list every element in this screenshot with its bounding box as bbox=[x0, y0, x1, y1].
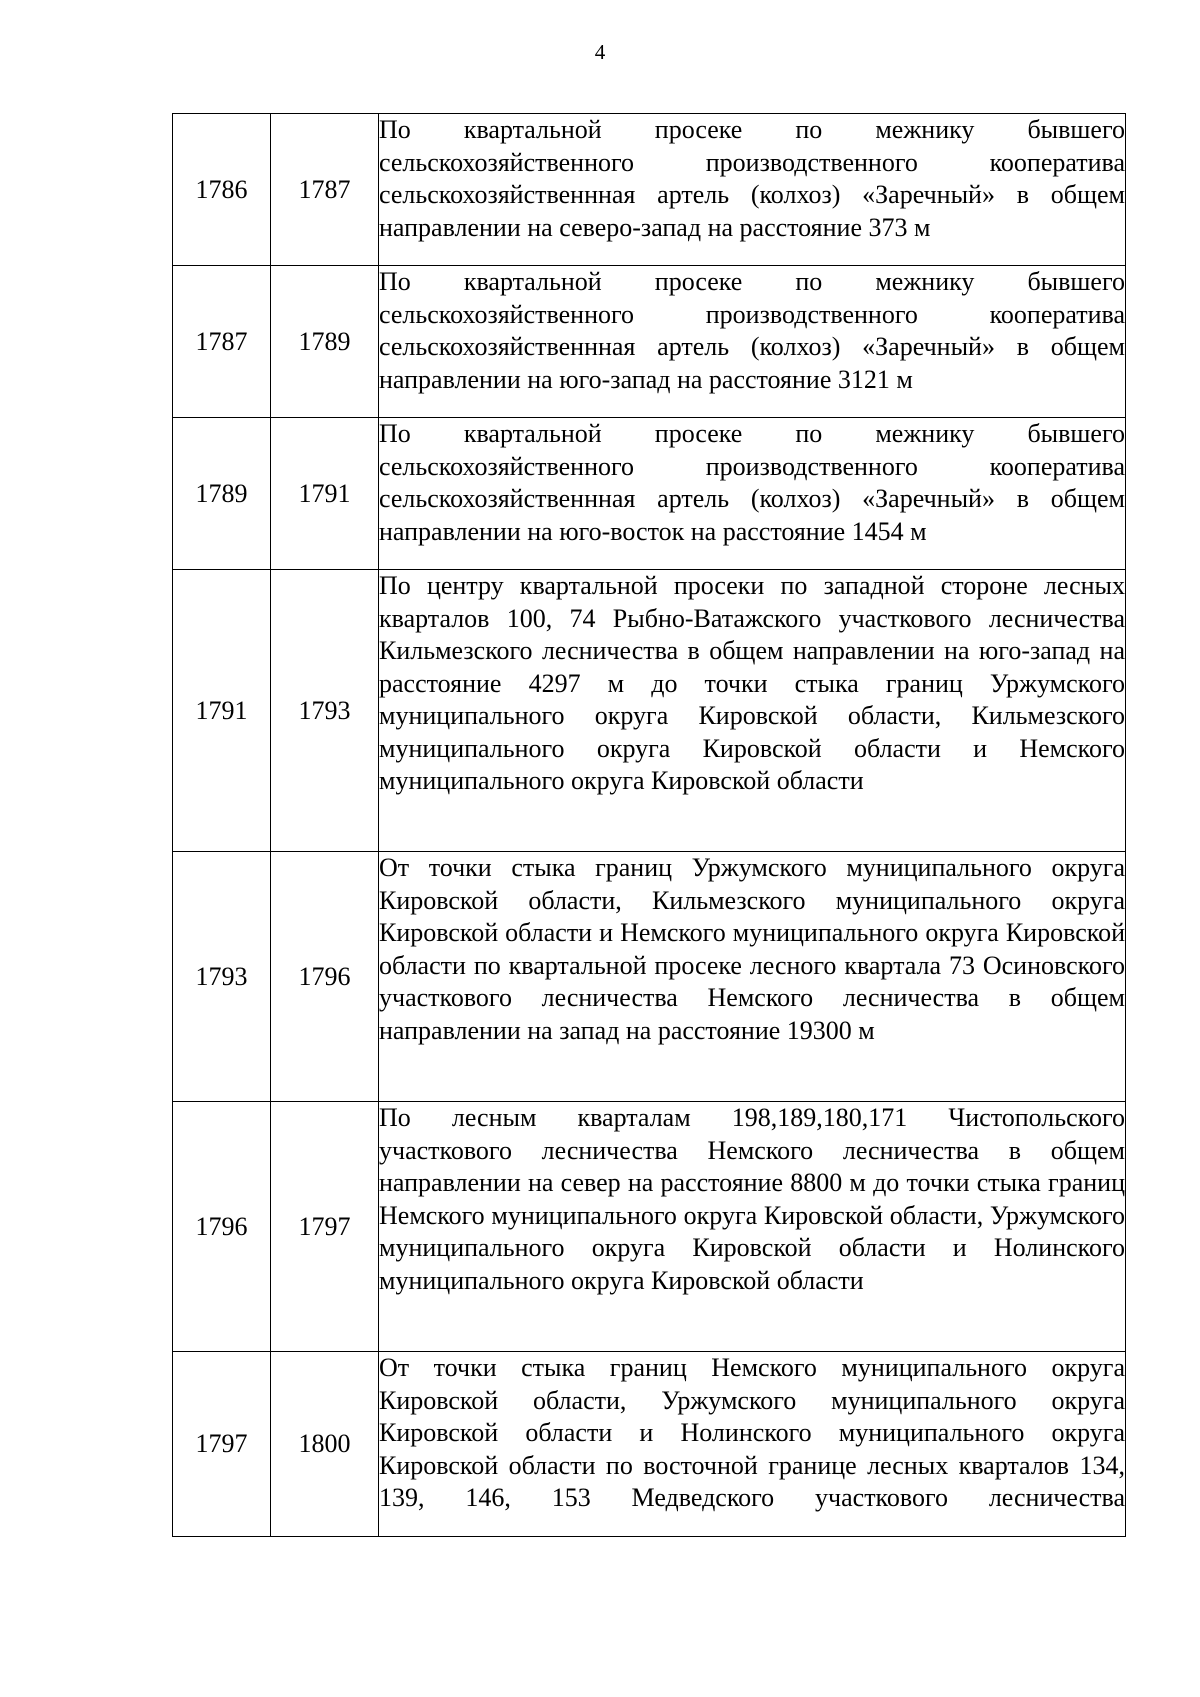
table-row bbox=[173, 418, 1126, 570]
description-cell: По квартальной просеке по межнику бывшего сельскохозяйственного производственного кооператива сельскохозяйственнная артель (колхоз) «Заречный» в общем направлении на северо-запад на расстояние 373 м bbox=[379, 114, 1126, 266]
from-point-cell: 1791 bbox=[173, 570, 271, 852]
to-point-cell: 1793 bbox=[271, 570, 379, 852]
table-row bbox=[173, 570, 1126, 852]
page-number: 4 bbox=[594, 40, 606, 64]
table-row bbox=[173, 1352, 1126, 1537]
table-row bbox=[173, 114, 1126, 266]
from-point-cell: 1786 bbox=[173, 114, 271, 266]
description-cell: От точки стыка границ Уржумского муниципального округа Кировской области, Кильмезского муниципального округа Кировской области и Немского муниципального округа Кировской области по квартальной просеке лесного квартала 73 Осиновского участкового лесничества Немского лесничества в общем направлении на запад на расстояние 19300 м bbox=[379, 852, 1126, 1102]
to-point-cell: 1800 bbox=[271, 1352, 379, 1537]
boundary-table bbox=[172, 113, 1126, 1537]
table-row bbox=[173, 1102, 1126, 1352]
to-point-cell: 1796 bbox=[271, 852, 379, 1102]
to-point-cell: 1789 bbox=[271, 266, 379, 418]
table-row bbox=[173, 852, 1126, 1102]
from-point-cell: 1797 bbox=[173, 1352, 271, 1537]
description-cell: По квартальной просеке по межнику бывшего сельскохозяйственного производственного кооператива сельскохозяйственнная артель (колхоз) «Заречный» в общем направлении на юго-запад на расстояние 3121 м bbox=[379, 266, 1126, 418]
description-cell: От точки стыка границ Немского муниципального округа Кировской области, Уржумского муниципального округа Кировской области и Нолинского муниципального округа Кировской области по восточной границе лесных кварталов 134, 139, 146, 153 Медведского участкового лесничества bbox=[379, 1352, 1126, 1537]
from-point-cell: 1793 bbox=[173, 852, 271, 1102]
table-row bbox=[173, 266, 1126, 418]
from-point-cell: 1789 bbox=[173, 418, 271, 570]
from-point-cell: 1796 bbox=[173, 1102, 271, 1352]
description-cell: По центру квартальной просеки по западной стороне лесных кварталов 100, 74 Рыбно-Ватажского участкового лесничества Кильмезского лесничества в общем направлении на юго-запад на расстояние 4297 м до точки стыка границ Уржумского муниципального округа Кировской области, Кильмезского муниципального округа Кировской области и Немского муниципального округа Кировской области bbox=[379, 570, 1126, 852]
from-point-cell: 1787 bbox=[173, 266, 271, 418]
to-point-cell: 1797 bbox=[271, 1102, 379, 1352]
boundary-table-body bbox=[173, 114, 1126, 1537]
description-cell: По лесным кварталам 198,189,180,171 Чистопольского участкового лесничества Немского лесничества в общем направлении на север на расстояние 8800 м до точки стыка границ Немского муниципального округа Кировской области, Уржумского муниципального округа Кировской области и Нолинского муниципального округа Кировской области bbox=[379, 1102, 1126, 1352]
to-point-cell: 1791 bbox=[271, 418, 379, 570]
description-cell: По квартальной просеке по межнику бывшего сельскохозяйственного производственного кооператива сельскохозяйственнная артель (колхоз) «Заречный» в общем направлении на юго-восток на расстояние 1454 м bbox=[379, 418, 1126, 570]
to-point-cell: 1787 bbox=[271, 114, 379, 266]
